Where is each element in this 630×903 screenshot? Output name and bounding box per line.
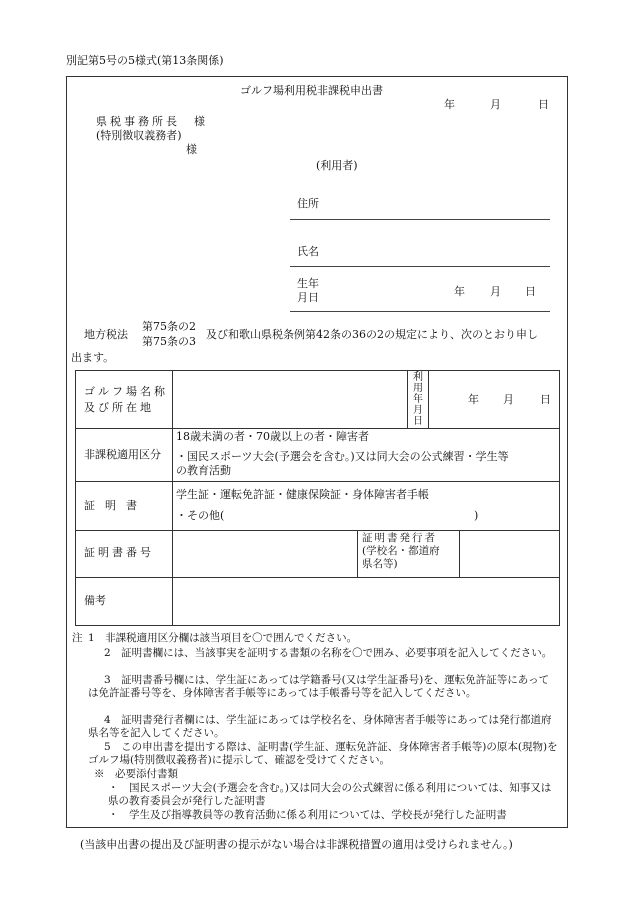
law-text: 及び和歌山県税条例第42条の36の2の規定により、次のとおり申し [206, 328, 538, 341]
law-prefix: 地方税法 [84, 328, 128, 341]
address-label: 住所 [297, 197, 319, 210]
remarks-label: 備考 [84, 594, 106, 607]
name-label: 氏名 [297, 245, 319, 258]
use-month: 月 [503, 393, 514, 406]
attachments-head: ※ 必要添付書類 [94, 768, 178, 780]
user-heading: (利用者) [316, 159, 358, 172]
birth-year: 年 [454, 285, 465, 298]
law-text-cont: 出ます。 [71, 351, 115, 364]
notes-head: 注 [72, 632, 83, 644]
cert-option-1[interactable]: 学生証・運転免許証・健康保険証・身体障害者手帳 [176, 488, 429, 501]
attachment-1: ・ 国民スポーツ大会(予選会を含む。)又は同大会の公式練習に係る利用については、知事又は県の教育委員会が発行した証明書 [108, 782, 552, 807]
law-article-1: 第75条の2 [142, 320, 196, 333]
birth-line [290, 311, 550, 312]
issuer-label: 証明書発行者 (学校名・都道府 県名等) [362, 532, 440, 570]
date-year: 年 [444, 98, 455, 111]
category-option-1[interactable]: 18歳未満の者・70歳以上の者・障害者 [176, 430, 369, 443]
date-month: 月 [490, 98, 501, 111]
law-article-2: 第75条の3 [142, 335, 196, 348]
golf-label-1: ゴルフ場名称 [84, 385, 168, 398]
use-year: 年 [468, 393, 479, 406]
addressee-sama: 様 [186, 143, 197, 156]
category-option-2[interactable]: ・国民スポーツ大会(予選会を含む。)又は同大会の公式練習・学生等 [176, 450, 509, 463]
use-day: 日 [540, 393, 551, 406]
cert-label: 証明書 [84, 499, 147, 512]
note-1: 1 非課税適用区分欄は該当項目を〇で囲んでください。 [88, 632, 358, 644]
use-date-label: 利 用 年 月 日 [413, 372, 423, 427]
birth-label-2: 月日 [297, 291, 319, 304]
cert-option-other[interactable]: ・その他( [176, 509, 225, 522]
form-title: ゴルフ場利用税非課税申出書 [240, 84, 383, 97]
cert-number-label: 証明書番号 [84, 546, 154, 559]
birth-day: 日 [525, 285, 536, 298]
birth-label-1: 生年 [297, 277, 319, 290]
date-day: 日 [538, 98, 549, 111]
application-table [75, 370, 560, 626]
golf-label-2: 及び所在地 [84, 401, 154, 414]
address-line [290, 219, 550, 220]
note-2: 2 証明書欄には、当該事実を証明する書類の名称を〇で囲み、必要事項を記入してください。 [104, 647, 553, 659]
category-option-2-cont: の教育活動 [176, 464, 231, 477]
addressee-office: 県税事務所長 様 [96, 115, 208, 128]
name-line [290, 266, 550, 267]
addressee-collector: (特別徴収義務者) [96, 129, 182, 142]
note-4: 4 証明書発行者欄には、学生証にあっては学校名を、身体障害者手帳等にあっては発行都道府県名等を記入してください。 [88, 714, 552, 739]
category-label: 非課税適用区分 [84, 448, 161, 461]
note-5: 5 この申出書を提出する際は、証明書(学生証、運転免許証、身体障害者手帳等)の原本(現物)をゴルフ場(特別徴収義務者)に提示して、確認を受けてください。 [88, 741, 558, 766]
birth-month: 月 [490, 285, 501, 298]
form-header: 別記第5号の5様式(第13条関係) [66, 54, 224, 67]
cert-option-close: ) [474, 509, 479, 522]
note-3: 3 証明書番号欄には、学生証にあっては学籍番号(又は学生証番号)を、運転免許証等にあっては免許証番号等を、身体障害者手帳等にあっては手帳番号等を記入してください。 [88, 674, 550, 699]
attachment-2: ・ 学生及び指導教員等の教育活動に係る利用については、学校長が発行した証明書 [108, 809, 507, 821]
footer-note: (当該申出書の提出及び証明書の提示がない場合は非課税措置の適用は受けられません。) [80, 838, 513, 851]
